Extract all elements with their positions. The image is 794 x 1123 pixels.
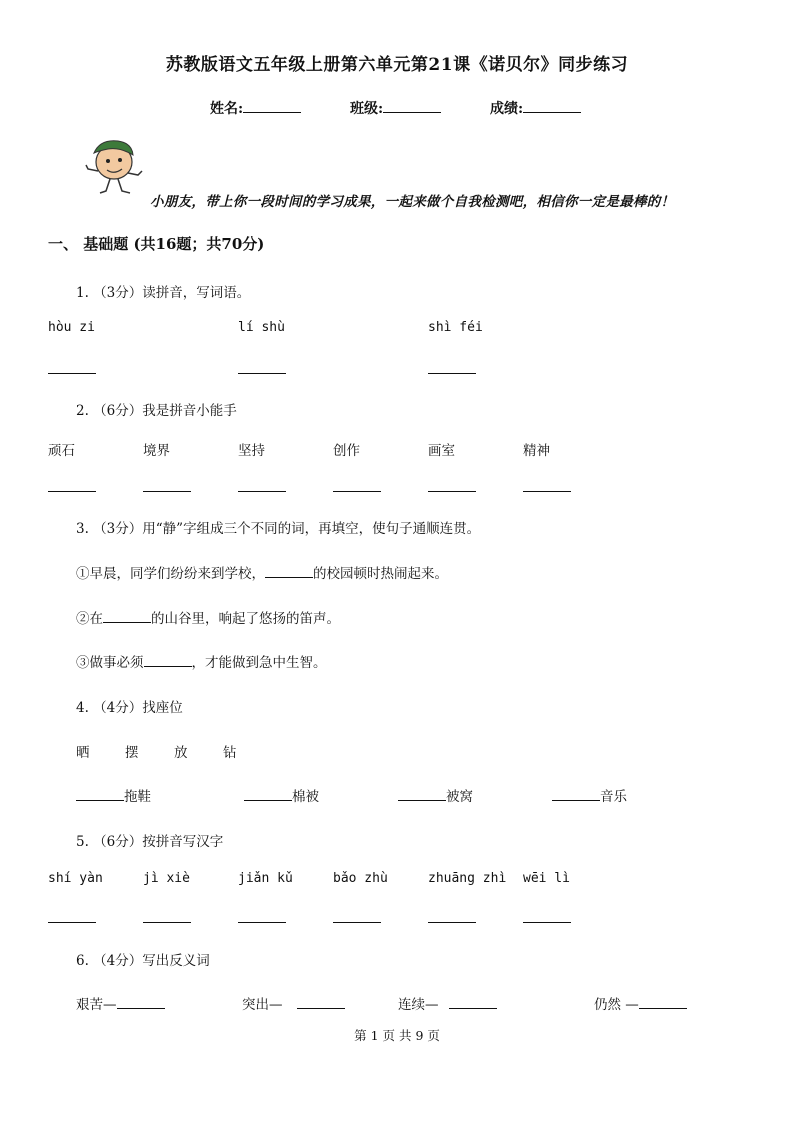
q6-heading: 6. （4分）写出反义词	[76, 953, 210, 969]
q6-item-4	[594, 993, 687, 1013]
q5-pinyin-3: jiǎn kǔ	[238, 871, 293, 886]
q2-answer-5[interactable]	[428, 491, 476, 492]
q3-blank-1[interactable]	[265, 565, 313, 578]
class-field[interactable]	[350, 98, 441, 118]
q3-blank-3[interactable]	[144, 654, 192, 667]
q5-pinyin-4: bǎo zhù	[333, 871, 388, 886]
q2-word-1: 顽石	[48, 443, 75, 459]
class-blank[interactable]	[383, 98, 441, 113]
q2-heading: 2. （6分）我是拼音小能手	[76, 403, 237, 419]
q5-heading: 5. （6分）按拼音写汉字	[76, 834, 224, 850]
q5-answer-4[interactable]	[333, 922, 381, 923]
q2-answer-6[interactable]	[523, 491, 571, 492]
q3-s1-part-b: 的校园顿时热闹起来。	[313, 566, 448, 582]
name-label: 姓名:	[210, 101, 244, 117]
q5-answer-6[interactable]	[523, 922, 571, 923]
q4-blank-3[interactable]	[398, 788, 446, 801]
q6-word-4: 仍然 —	[594, 997, 639, 1013]
q4-heading: 4. （4分）找座位	[76, 700, 183, 716]
score-field[interactable]	[490, 98, 581, 118]
q4-char-1: 晒	[76, 745, 90, 761]
q6-word-2: 突出—	[242, 997, 283, 1013]
q3-s3-part-a: ③做事必须	[76, 655, 144, 671]
q6-blank-1[interactable]	[117, 996, 165, 1009]
q4-word-4: 音乐	[600, 789, 627, 805]
q6-word-3: 连续—	[398, 997, 439, 1013]
q5-pinyin-2: jì xiè	[143, 871, 190, 886]
q1-pinyin-2: lí shù	[238, 320, 285, 335]
q4-item-4	[552, 785, 627, 805]
encourage-text: 小朋友，带上你一段时间的学习成果，一起来做个自我检测吧，相信你一定是最棒的！	[150, 194, 675, 210]
q4-word-3: 被窝	[446, 789, 473, 805]
page-title: 苏教版语文五年级上册第六单元第21课《诺贝尔》同步练习	[165, 55, 629, 75]
q4-blank-1[interactable]	[76, 788, 124, 801]
q2-word-4: 创作	[333, 443, 360, 459]
q3-sentence-1	[76, 562, 448, 582]
class-label: 班级:	[350, 101, 384, 117]
page-footer: 第 1 页 共 9 页	[354, 1028, 440, 1043]
q6-word-1: 艰苦—	[76, 997, 117, 1013]
score-blank[interactable]	[523, 98, 581, 113]
q2-word-2: 境界	[143, 443, 170, 459]
q1-pinyin-3: shì féi	[428, 320, 483, 335]
q3-s2-part-a: ②在	[76, 611, 103, 627]
q3-heading: 3. （3分）用“静”字组成三个不同的词，再填空，使句子通顺连贯。	[76, 521, 481, 537]
q4-blank-2[interactable]	[244, 788, 292, 801]
q6-item-1	[76, 993, 165, 1013]
q6-blank-3[interactable]	[449, 996, 497, 1009]
q4-blank-4[interactable]	[552, 788, 600, 801]
q6-blank-4[interactable]	[639, 996, 687, 1009]
name-field[interactable]	[210, 98, 301, 118]
q1-heading: 1. （3分）读拼音，写词语。	[76, 285, 251, 301]
q4-char-2: 摆	[125, 745, 139, 761]
q4-item-3	[398, 785, 473, 805]
q1-answer-2[interactable]	[238, 373, 286, 374]
q4-item-1	[76, 785, 151, 805]
q5-answer-5[interactable]	[428, 922, 476, 923]
section-heading: 一、 基础题 (共16题；共70分)	[48, 235, 265, 253]
q5-answer-2[interactable]	[143, 922, 191, 923]
q2-word-5: 画室	[428, 443, 455, 459]
score-label: 成绩:	[490, 101, 524, 117]
q6-blank-2[interactable]	[297, 996, 345, 1009]
q5-pinyin-6: wēi lì	[523, 871, 570, 886]
q3-s1-part-a: ①早晨，同学们纷纷来到学校，	[76, 566, 265, 582]
q1-answer-3[interactable]	[428, 373, 476, 374]
q2-word-3: 坚持	[238, 443, 265, 459]
q1-pinyin-1: hòu zi	[48, 320, 95, 335]
q3-sentence-2	[76, 607, 340, 627]
q4-word-1: 拖鞋	[124, 789, 151, 805]
q6-item-3	[398, 993, 497, 1013]
q6-item-2	[242, 993, 345, 1013]
q4-char-4: 钻	[223, 745, 237, 761]
q5-pinyin-1: shí yàn	[48, 871, 103, 886]
name-blank[interactable]	[243, 98, 301, 113]
q3-s3-part-b: ，才能做到急中生智。	[191, 655, 327, 671]
q1-answer-1[interactable]	[48, 373, 96, 374]
q2-word-6: 精神	[523, 443, 550, 459]
q5-answer-1[interactable]	[48, 922, 96, 923]
q2-answer-1[interactable]	[48, 491, 96, 492]
q4-item-2	[244, 785, 319, 805]
q2-answer-3[interactable]	[238, 491, 286, 492]
q5-pinyin-5: zhuāng zhì	[428, 871, 507, 886]
q4-char-3: 放	[174, 745, 188, 761]
q5-answer-3[interactable]	[238, 922, 286, 923]
q3-s2-part-b: 的山谷里，响起了悠扬的笛声。	[151, 611, 340, 627]
q2-answer-4[interactable]	[333, 491, 381, 492]
q3-blank-2[interactable]	[103, 610, 151, 623]
q2-answer-2[interactable]	[143, 491, 191, 492]
q4-word-2: 棉被	[292, 789, 319, 805]
mascot-icon	[80, 135, 150, 197]
q3-sentence-3	[76, 651, 327, 671]
